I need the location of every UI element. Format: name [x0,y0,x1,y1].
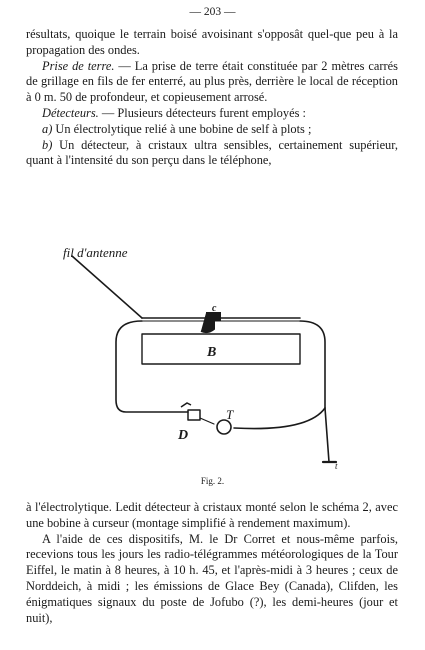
slider-contact-icon [201,313,220,332]
paragraph-prise-de-terre [26,59,398,106]
label-T: T [226,407,234,422]
label-b: b) [42,137,53,152]
list-item-b [26,138,398,170]
paragraph-detecteurs [26,106,398,122]
coil-B [142,334,300,364]
text-prise-de-terre: — La prise de terre était constituée par 2 mètres carrés de grillage en fils de fer enterré, au plus près, derrière le local de réception à 0 m. 50 de profondeur, et copieusement arrosé. [26,58,398,105]
heading-detecteurs: Détecteurs. [42,105,99,120]
circuit-diagram [0,238,425,488]
wire-ground [325,408,329,462]
wire-D-to-T [200,418,214,424]
text-detecteurs: — Plusieurs détecteurs furent employés : [98,105,306,120]
paragraph-last: A l'aide de ces dispositifs, M. le Dr Corret et nous-même parfois, recevions tous les jours les radio-télégrammes météorologiques de la Tour Eiffel, le matin à 8 heures, à 10 h. 45, et l'après-midi à 3 heures ; ceux de Norddeich, à midi ; les émissions de Glace Bey (Canada), Clifden, les énigmatiques signaux du poste de Jofubo (?), les demi-heures (jour et nuit), [26,531,398,625]
label-B: B [207,345,217,360]
wire-to-telephone [234,408,325,429]
heading-prise-de-terre: Prise de terre. [42,58,115,73]
list-item-a [26,122,398,138]
text-b: Un détecteur, à cristaux ultra sensibles, certainement supérieur, quant à l'intensité du son perçu dans le téléphone, [26,137,398,168]
telephone-T-icon [217,420,231,434]
label-t: t [335,461,338,471]
detector-D-icon [188,410,200,420]
wire-right [300,321,325,408]
label-D: D [178,428,189,443]
catwhisker-icon [181,403,191,407]
label-c: c [212,303,217,314]
text-top [26,27,398,169]
paragraph-after-figure: à l'électrolytique. Ledit détecteur à cristaux monté selon le schéma 2, avec une bobine à curseur (montage simplifié à rendement maximum). [26,500,398,530]
antenna-wire [72,256,142,318]
text-bottom [26,500,398,626]
paragraph-continuation: résultats, quoique le terrain boisé avoisinant s'opposât quel-que peu à la propagation des ondes. [26,27,398,57]
antenna-label: fil d'antenne [63,245,128,260]
page-number: — 203 — [189,6,236,18]
figure-caption: Fig. 2. [200,476,225,486]
label-a: a) [42,121,53,136]
text-a: Un électrolytique relié à une bobine de self à plots ; [52,121,312,136]
